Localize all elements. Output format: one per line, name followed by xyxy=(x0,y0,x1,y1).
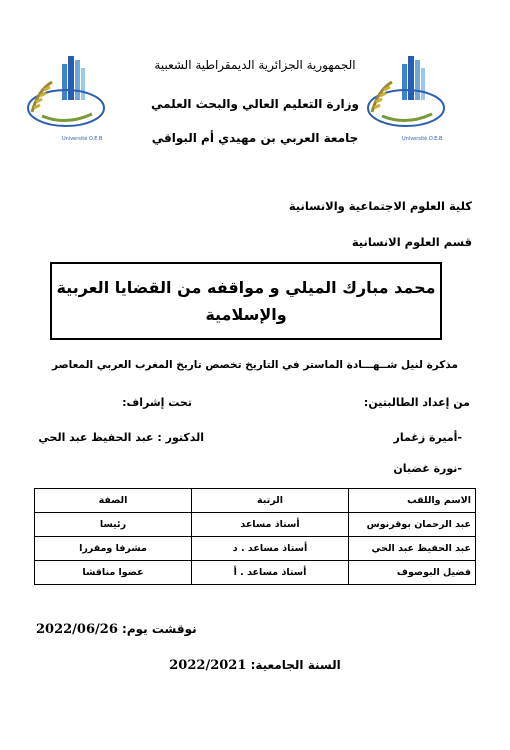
jury-member-rank: أستاذ مساعد xyxy=(192,513,349,537)
table-row xyxy=(35,513,476,537)
student-2: -نورة غضبان xyxy=(393,462,462,475)
jury-member-name: فضيل البوصوف xyxy=(349,561,476,585)
table-row xyxy=(35,537,476,561)
student-1: -أميرة زغمار xyxy=(393,431,462,444)
table-header-rank: الرتبة xyxy=(192,489,349,513)
academic-year-label: السنة الجامعية: xyxy=(250,658,341,672)
republic-name: الجمهورية الجزائرية الديمقراطية الشعبية xyxy=(154,58,356,72)
jury-table xyxy=(34,488,476,585)
jury-member-rank: أستاذ مساعد . د xyxy=(192,537,349,561)
table-row xyxy=(35,561,476,585)
ministry-name: وزارة التعليم العالي والبحث العلمي xyxy=(150,97,360,111)
supervision-heading: تحت إشراف: xyxy=(122,396,192,409)
jury-member-role: مشرفا ومقررا xyxy=(35,537,192,561)
defense-date: 2022/06/26 xyxy=(36,622,118,637)
defense-date-line xyxy=(36,622,197,637)
department-name: قسم العلوم الانسانية xyxy=(351,235,472,249)
university-name: جامعة العربي بن مهيدي أم البواقي xyxy=(151,131,359,145)
thesis-title-line2: والإسلامية xyxy=(205,305,287,324)
jury-member-name: عبد الحفيظ عبد الحي xyxy=(349,537,476,561)
academic-year-value: 2022/2021 xyxy=(169,658,247,673)
supervisor-name: الدكتور : عبد الحفيظ عبد الحي xyxy=(38,431,204,444)
table-header-row xyxy=(35,489,476,513)
jury-member-rank: أستاذ مساعد . أ xyxy=(192,561,349,585)
defense-label: نوقشت يوم: xyxy=(122,622,197,636)
jury-member-role: رئيسا xyxy=(35,513,192,537)
thesis-subtitle: مذكرة لنيل شــهـــادة الماستر في التاريخ تخصص تاريخ المغرب العربي المعاصر xyxy=(52,359,458,371)
students-heading: من إعداد الطالبتين: xyxy=(363,396,470,409)
logo-text-left: Université O.E.B xyxy=(62,136,103,142)
jury-member-name: عبد الرحمان بوقرنوس xyxy=(349,513,476,537)
academic-year-line xyxy=(0,658,510,673)
thesis-title xyxy=(50,262,442,340)
table-header-role: الصفة xyxy=(35,489,192,513)
faculty-name: كلية العلوم الاجتماعية والانسانية xyxy=(288,199,472,213)
thesis-title-line1: محمد مبارك الميلي و مواقفه من القضايا العربية xyxy=(56,278,436,297)
logo-text-right: Université O.E.B xyxy=(402,136,443,142)
table-header-name: الاسم واللقب xyxy=(349,489,476,513)
jury-member-role: عضوا مناقشا xyxy=(35,561,192,585)
